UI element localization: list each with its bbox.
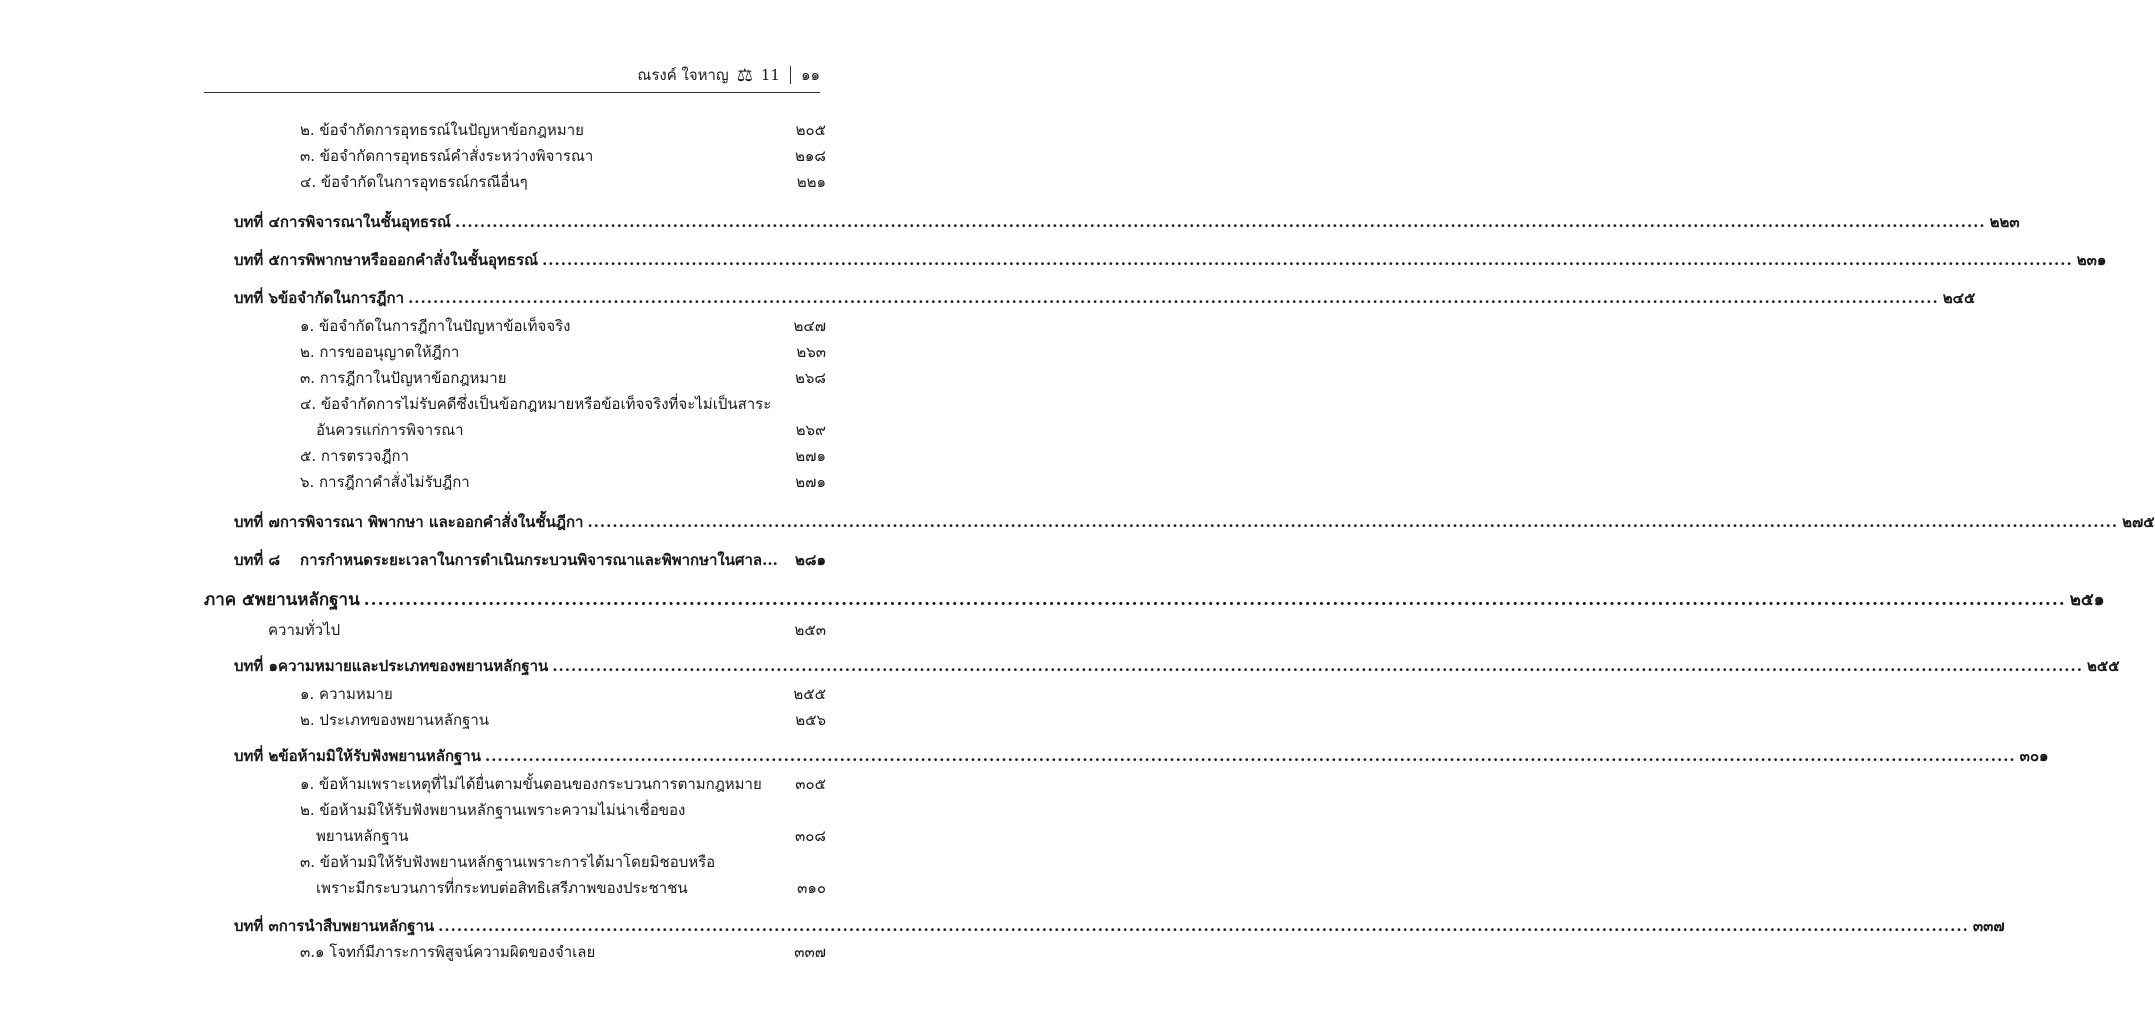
chapter-title: การนำสืบพยานหลักฐาน — [278, 917, 435, 935]
toc-entry-title: ๖. การฎีกาคำสั่งไม่รับฎีกา — [300, 473, 470, 491]
part-label: ภาค ๕ — [204, 590, 255, 610]
chapter-title: ความหมายและประเภทของพยานหลักฐาน — [278, 657, 549, 675]
toc-entry-page: ๒๗๑ — [795, 473, 826, 491]
toc-entry[interactable] — [300, 798, 826, 822]
chapter-title: การกำหนดระยะเวลาในการดำเนินกระบวนพิจารณาและพิพากษาในศาล... — [300, 551, 778, 569]
toc-entry[interactable] — [300, 850, 826, 874]
toc-entry-title: พยานหลักฐาน — [316, 827, 409, 845]
toc-entry-page: ๓๑๐ — [797, 879, 826, 897]
toc-entry-title: ๕. การตรวจฎีกา — [300, 447, 410, 465]
dot-leader — [455, 210, 1986, 234]
toc-part[interactable] — [204, 588, 2105, 612]
toc-entry-page: ๓๓๗ — [794, 943, 826, 961]
toc-entry-title: ๒. ข้อห้ามมิให้รับฟังพยานหลักฐานเพราะความไม่น่าเชื่อของ — [300, 801, 686, 819]
chapter-label: บทที่ ๓ — [234, 917, 279, 935]
toc-entry[interactable] — [300, 470, 826, 494]
toc-entry-title: ๑. ข้อจำกัดในการฎีกาในปัญหาข้อเท็จจริง — [300, 317, 571, 335]
toc-entry[interactable] — [300, 392, 826, 416]
toc-entry-title: ๒. ข้อจำกัดการอุทธรณ์ในปัญหาข้อกฎหมาย — [300, 121, 584, 139]
toc-entry[interactable] — [300, 772, 826, 796]
chapter-label: บทที่ ๖ — [234, 289, 279, 307]
dot-leader — [438, 914, 1969, 938]
toc-entry-title: ๒. ประเภทของพยานหลักฐาน — [300, 711, 490, 729]
toc-entry-title: ๔. ข้อจำกัดการไม่รับคดีซึ่งเป็นข้อกฎหมายหรือข้อเท็จจริงที่จะไม่เป็นสาระ — [300, 395, 772, 413]
toc-entry-page: ๒๒๑ — [796, 173, 826, 191]
toc-entry-title: ๓. ข้อจำกัดการอุทธรณ์คำสั่งระหว่างพิจารณา — [300, 147, 594, 165]
part-page: ๒๕๑ — [2069, 590, 2105, 610]
chapter-page: ๒๘๑ — [795, 551, 826, 569]
chapter-label: บทที่ ๒ — [234, 747, 279, 765]
chapter-page: ๒๕๕ — [2086, 657, 2120, 675]
chapter-label: บทที่ ๘ — [234, 551, 281, 569]
chapter-label: บทที่ ๔ — [234, 213, 280, 231]
toc-entry-page: ๒๖๓ — [796, 343, 826, 361]
toc-entry[interactable] — [300, 170, 826, 194]
toc-entry-title: เพราะมีกระบวนการที่กระทบต่อสิทธิเสรีภาพของประชาชน — [316, 879, 688, 897]
toc-entry-page: ๒๖๙ — [795, 421, 826, 439]
toc-entry-page: ๓๐๕ — [795, 775, 826, 793]
chapter-page: ๓๓๗ — [1972, 917, 2005, 935]
toc-entry[interactable] — [300, 708, 826, 732]
toc-entry-page: ๒๖๘ — [795, 369, 826, 387]
toc-entry-continued[interactable] — [316, 824, 826, 848]
toc-entry[interactable] — [300, 366, 826, 390]
chapter-page: ๒๗๕ — [2122, 513, 2155, 531]
toc-entry-page: ๒๕๓ — [794, 621, 826, 639]
toc-entry[interactable] — [268, 618, 826, 642]
chapter-label: บทที่ ๗ — [234, 513, 280, 531]
chapter-label: บทที่ ๕ — [234, 251, 280, 269]
toc-entry-page: ๓๐๘ — [795, 827, 826, 845]
toc-chapter[interactable] — [234, 744, 2049, 768]
toc-entry-title: ๑. ความหมาย — [300, 685, 393, 703]
toc-chapter[interactable] — [234, 654, 2120, 678]
toc-entry-title: ๔. ข้อจำกัดในการอุทธรณ์กรณีอื่นๆ — [300, 173, 528, 191]
scales-of-justice-icon: ⚖ — [736, 64, 753, 86]
toc-entry[interactable] — [300, 682, 826, 706]
chapter-title: ข้อจำกัดในการฎีกา — [278, 289, 405, 307]
dot-leader — [485, 744, 2016, 768]
toc-entry-title: ความทั่วไป — [268, 621, 341, 639]
chapter-title: การพิจารณา พิพากษา และออกคำสั่งในชั้นฎีกา — [279, 513, 584, 531]
toc-entry-continued[interactable] — [316, 876, 826, 900]
toc-entry-page: ๒๐๕ — [795, 121, 826, 139]
author-name: ณรงค์ ใจหาญ — [637, 66, 729, 84]
toc-entry-page: ๒๔๗ — [793, 317, 826, 335]
toc-entry-title: ๑. ข้อห้ามเพราะเหตุที่ไม่ได้ยื่นตามขั้นตอนของกระบวนการตามกฎหมาย — [300, 775, 762, 793]
toc-entry-page: ๒๕๕ — [793, 685, 826, 703]
toc-entry[interactable] — [300, 314, 826, 338]
toc-entry-page: ๒๑๘ — [795, 147, 826, 165]
toc-entry-title: อันควรแก่การพิจารณา — [316, 421, 464, 439]
dot-leader — [552, 654, 2083, 678]
dot-leader — [408, 286, 1939, 310]
toc-entry-page: ๒๗๑ — [795, 447, 826, 465]
toc-chapter[interactable] — [234, 548, 826, 572]
toc-chapter[interactable] — [234, 286, 1976, 310]
chapter-page: ๒๓๑ — [2076, 251, 2107, 269]
toc-entry[interactable] — [300, 340, 826, 364]
toc-entry[interactable] — [300, 940, 826, 964]
dot-leader — [587, 510, 2118, 534]
chapter-title: การพิจารณาในชั้นอุทธรณ์ — [279, 213, 451, 231]
toc-entry-title: ๒. การขออนุญาตให้ฎีกา — [300, 343, 460, 361]
toc-entry-page: ๒๕๖ — [795, 711, 826, 729]
toc-entry-continued[interactable] — [316, 418, 826, 442]
chapter-title: การพิพากษาหรือออกคำสั่งในชั้นอุทธรณ์ — [279, 251, 539, 269]
part-title: พยานหลักฐาน — [254, 590, 360, 610]
dot-leader — [542, 248, 2073, 272]
toc-entry-title: ๓. ข้อห้ามมิให้รับฟังพยานหลักฐานเพราะการได้มาโดยมิชอบหรือ — [300, 853, 716, 871]
toc-chapter[interactable] — [234, 248, 2107, 272]
chapter-title: ข้อห้ามมิให้รับฟังพยานหลักฐาน — [278, 747, 481, 765]
toc-entry[interactable] — [300, 118, 826, 142]
toc-entry-title: ๓. การฎีกาในปัญหาข้อกฎหมาย — [300, 369, 507, 387]
chapter-page: ๒๔๕ — [1942, 289, 1976, 307]
toc-chapter[interactable] — [234, 210, 2020, 234]
toc-entry[interactable] — [300, 444, 826, 468]
toc-entry[interactable] — [300, 144, 826, 168]
toc-chapter[interactable] — [234, 914, 2005, 938]
dot-leader — [364, 588, 2066, 612]
chapter-label: บทที่ ๑ — [234, 657, 279, 675]
page-number-thai: ๑๑ — [800, 66, 820, 84]
chapter-page: ๓๐๑ — [2019, 747, 2049, 765]
chapter-page: ๒๒๓ — [1989, 213, 2020, 231]
page-number-arabic: 11 — [760, 66, 780, 84]
toc-entry-title: ๓.๑ โจทก์มีภาระการพิสูจน์ความผิดของจำเลย — [300, 943, 596, 961]
toc-chapter[interactable] — [234, 510, 2155, 534]
